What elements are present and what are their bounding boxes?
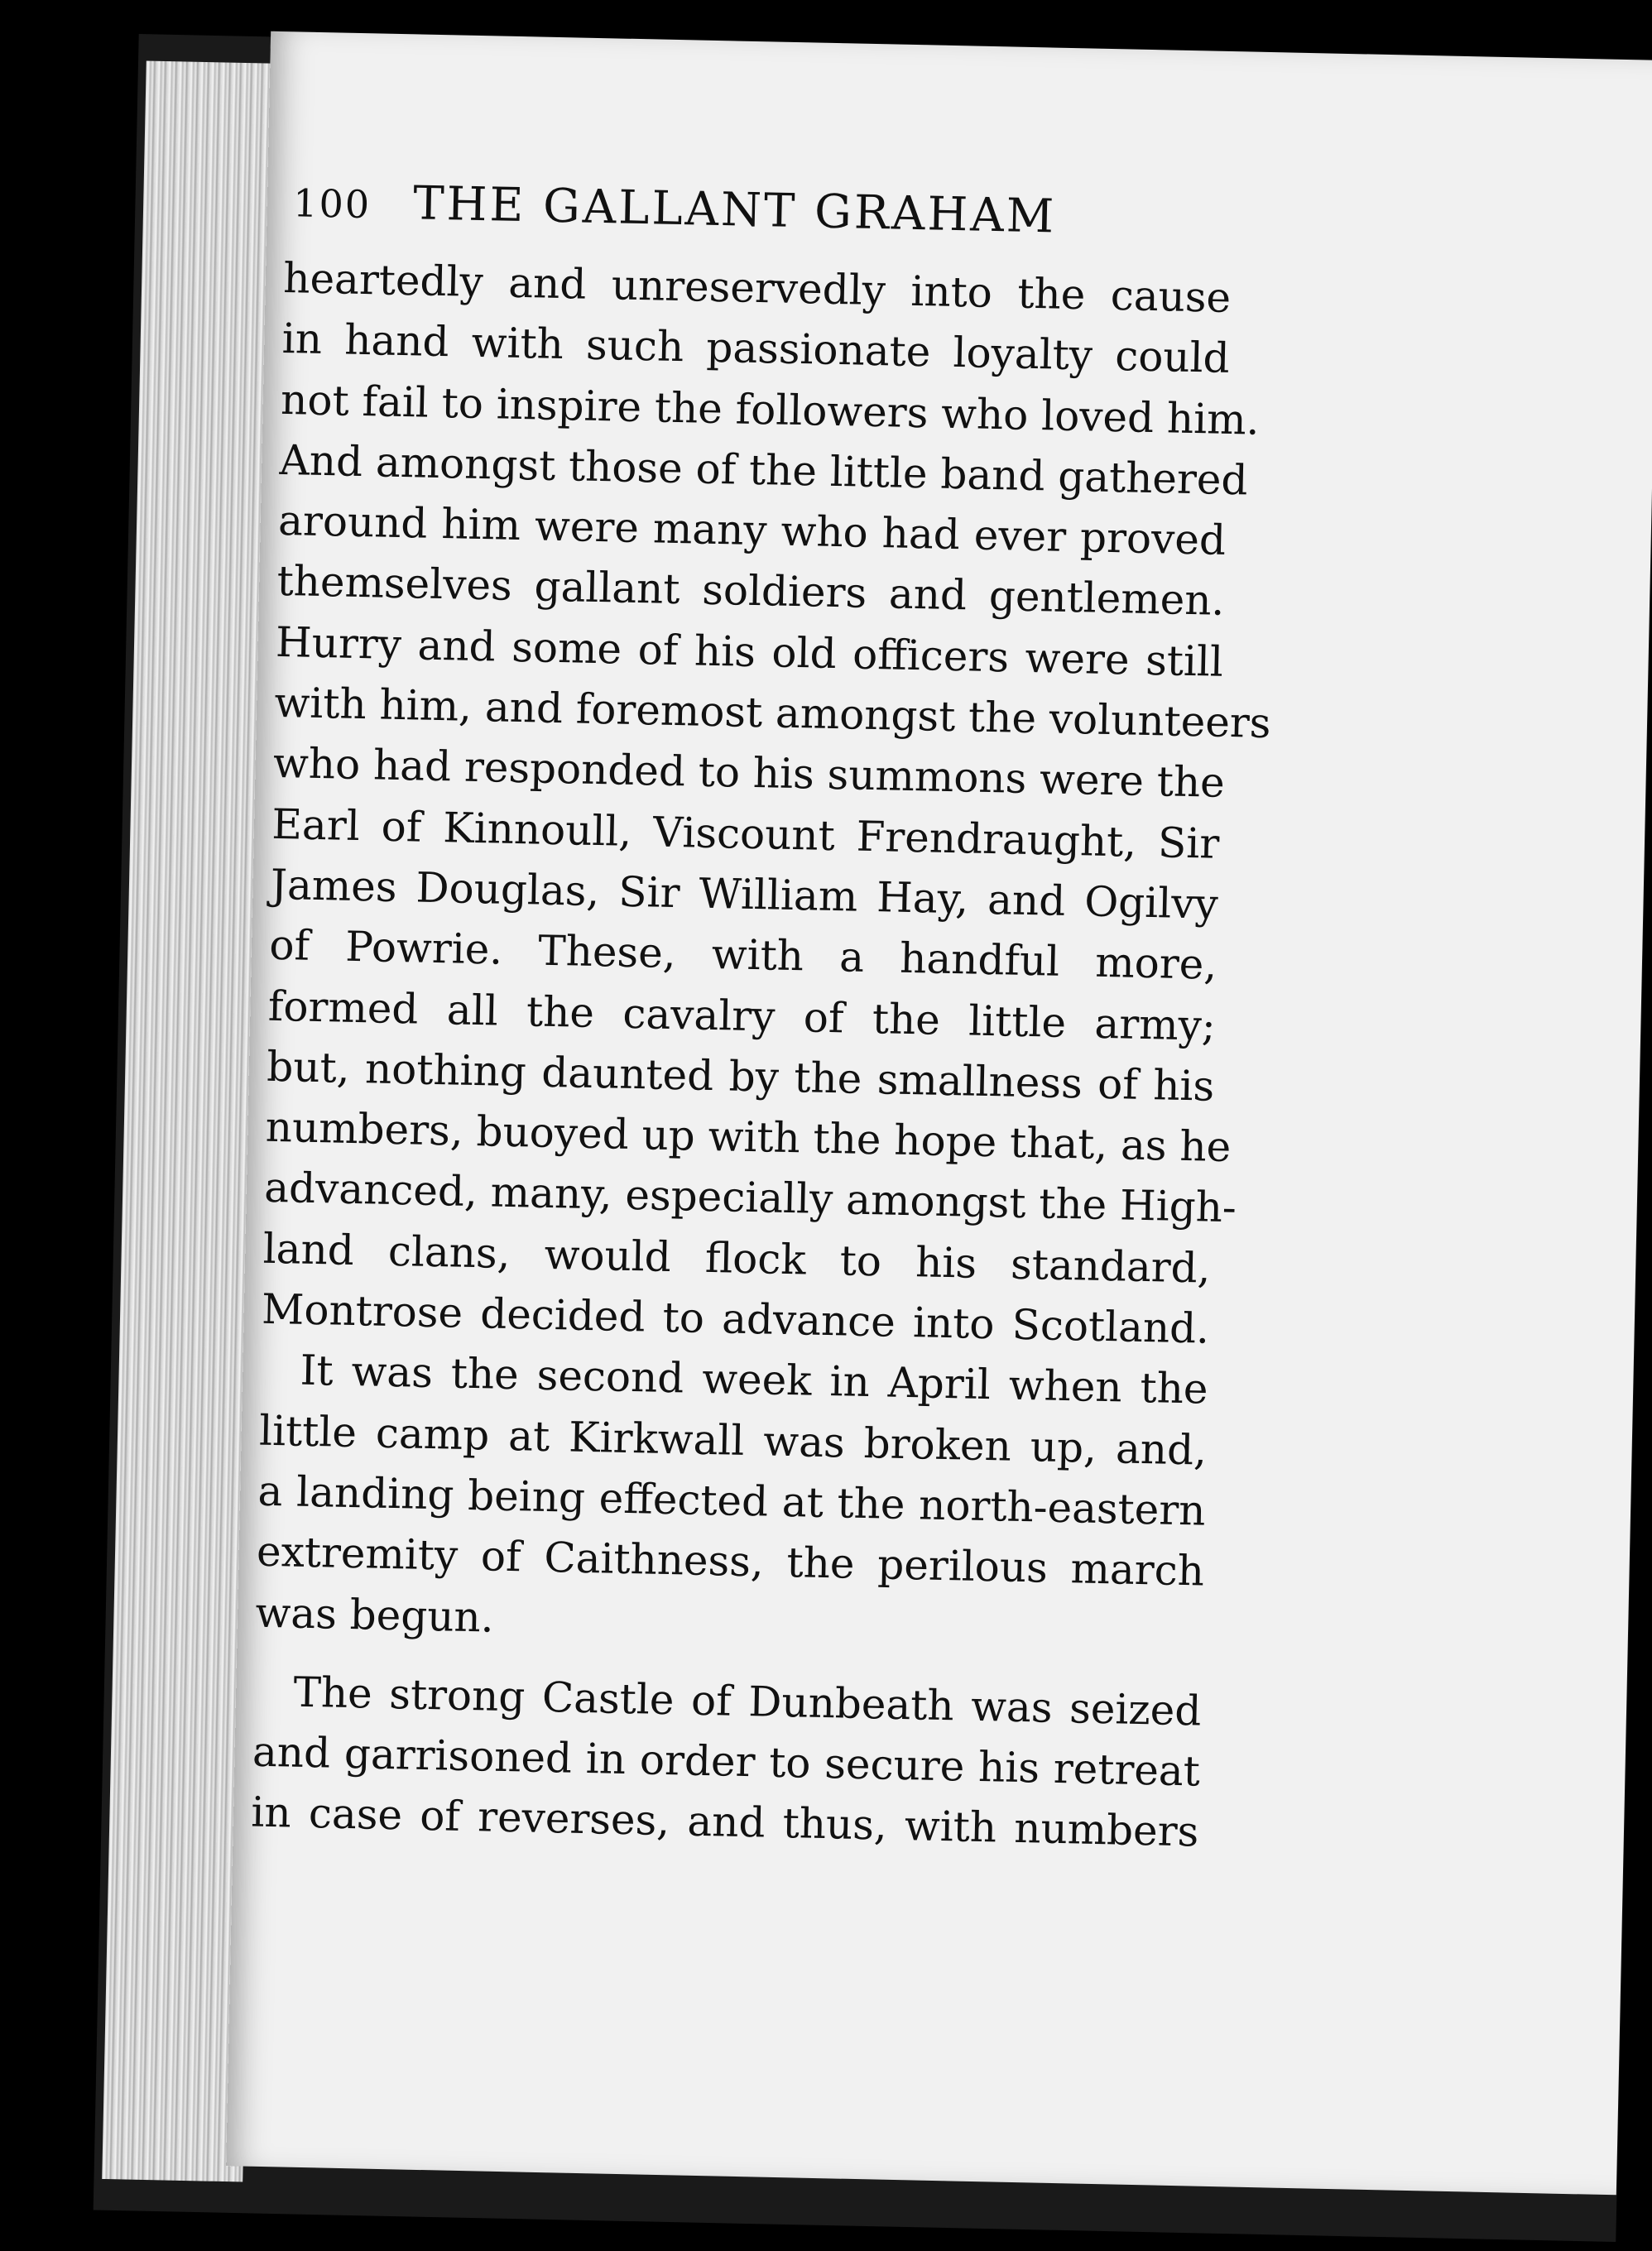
text-line: Hurry and some of his old officers were still bbox=[275, 617, 1224, 686]
text-line: It was the second week in April when the bbox=[300, 1346, 1209, 1413]
text-line: advanced, many, especially amongst the High- bbox=[263, 1164, 1237, 1232]
page-number: 100 bbox=[292, 180, 372, 228]
text-line: formed all the cavalry of the little army; bbox=[267, 982, 1217, 1050]
paragraph bbox=[261, 248, 1272, 1360]
text-line: themselves gallant soldiers and gentlemen. bbox=[276, 557, 1226, 626]
text-line: a landing being effected at the north-eastern bbox=[257, 1466, 1207, 1535]
text-line: James Douglas, Sir William Hay, and Ogilvy bbox=[270, 860, 1219, 929]
text-line: land clans, would flock to his standard, bbox=[262, 1224, 1212, 1293]
text-line: with him, and foremost amongst the volunteers bbox=[274, 678, 1272, 748]
running-title: THE GALLANT GRAHAM bbox=[412, 176, 1057, 244]
text-line: heartedly and unreservedly into the cause bbox=[282, 253, 1232, 322]
text-line: extremity of Caithness, the perilous march bbox=[256, 1527, 1205, 1596]
text-line: not fail to inspire the followers who loved him. bbox=[280, 375, 1261, 444]
text-line: Earl of Kinnoull, Viscount Frendraught, Sir bbox=[271, 799, 1220, 868]
text-line: And amongst those of the little band gathered bbox=[279, 435, 1249, 505]
text-line: of Powrie. These, with a handful more, bbox=[268, 921, 1217, 990]
text-line: The strong Castle of Dunbeath was seized bbox=[292, 1668, 1202, 1735]
text-line: in case of reverses, and thus, with numbers bbox=[250, 1788, 1199, 1856]
text-line: but, nothing daunted by the smallness of his bbox=[266, 1042, 1215, 1111]
text-line: in hand with such passionate loyalty could bbox=[281, 314, 1231, 383]
text-line: numbers, buoyed up with the hope that, as he bbox=[265, 1102, 1232, 1172]
paragraph bbox=[255, 1340, 1208, 1663]
paragraph bbox=[251, 1661, 1202, 1863]
text-line: and garrisoned in order to secure his retreat bbox=[252, 1727, 1201, 1796]
page-content bbox=[250, 174, 1272, 1863]
text-line: Montrose decided to advance into Scotland. bbox=[261, 1284, 1210, 1353]
text-line: little camp at Kirkwall was broken up, and, bbox=[258, 1406, 1208, 1475]
text-line: around him were many who had ever proved bbox=[277, 497, 1227, 565]
text-line: who had responded to his summons were the bbox=[272, 739, 1226, 808]
text-line: was begun. bbox=[254, 1588, 495, 1642]
